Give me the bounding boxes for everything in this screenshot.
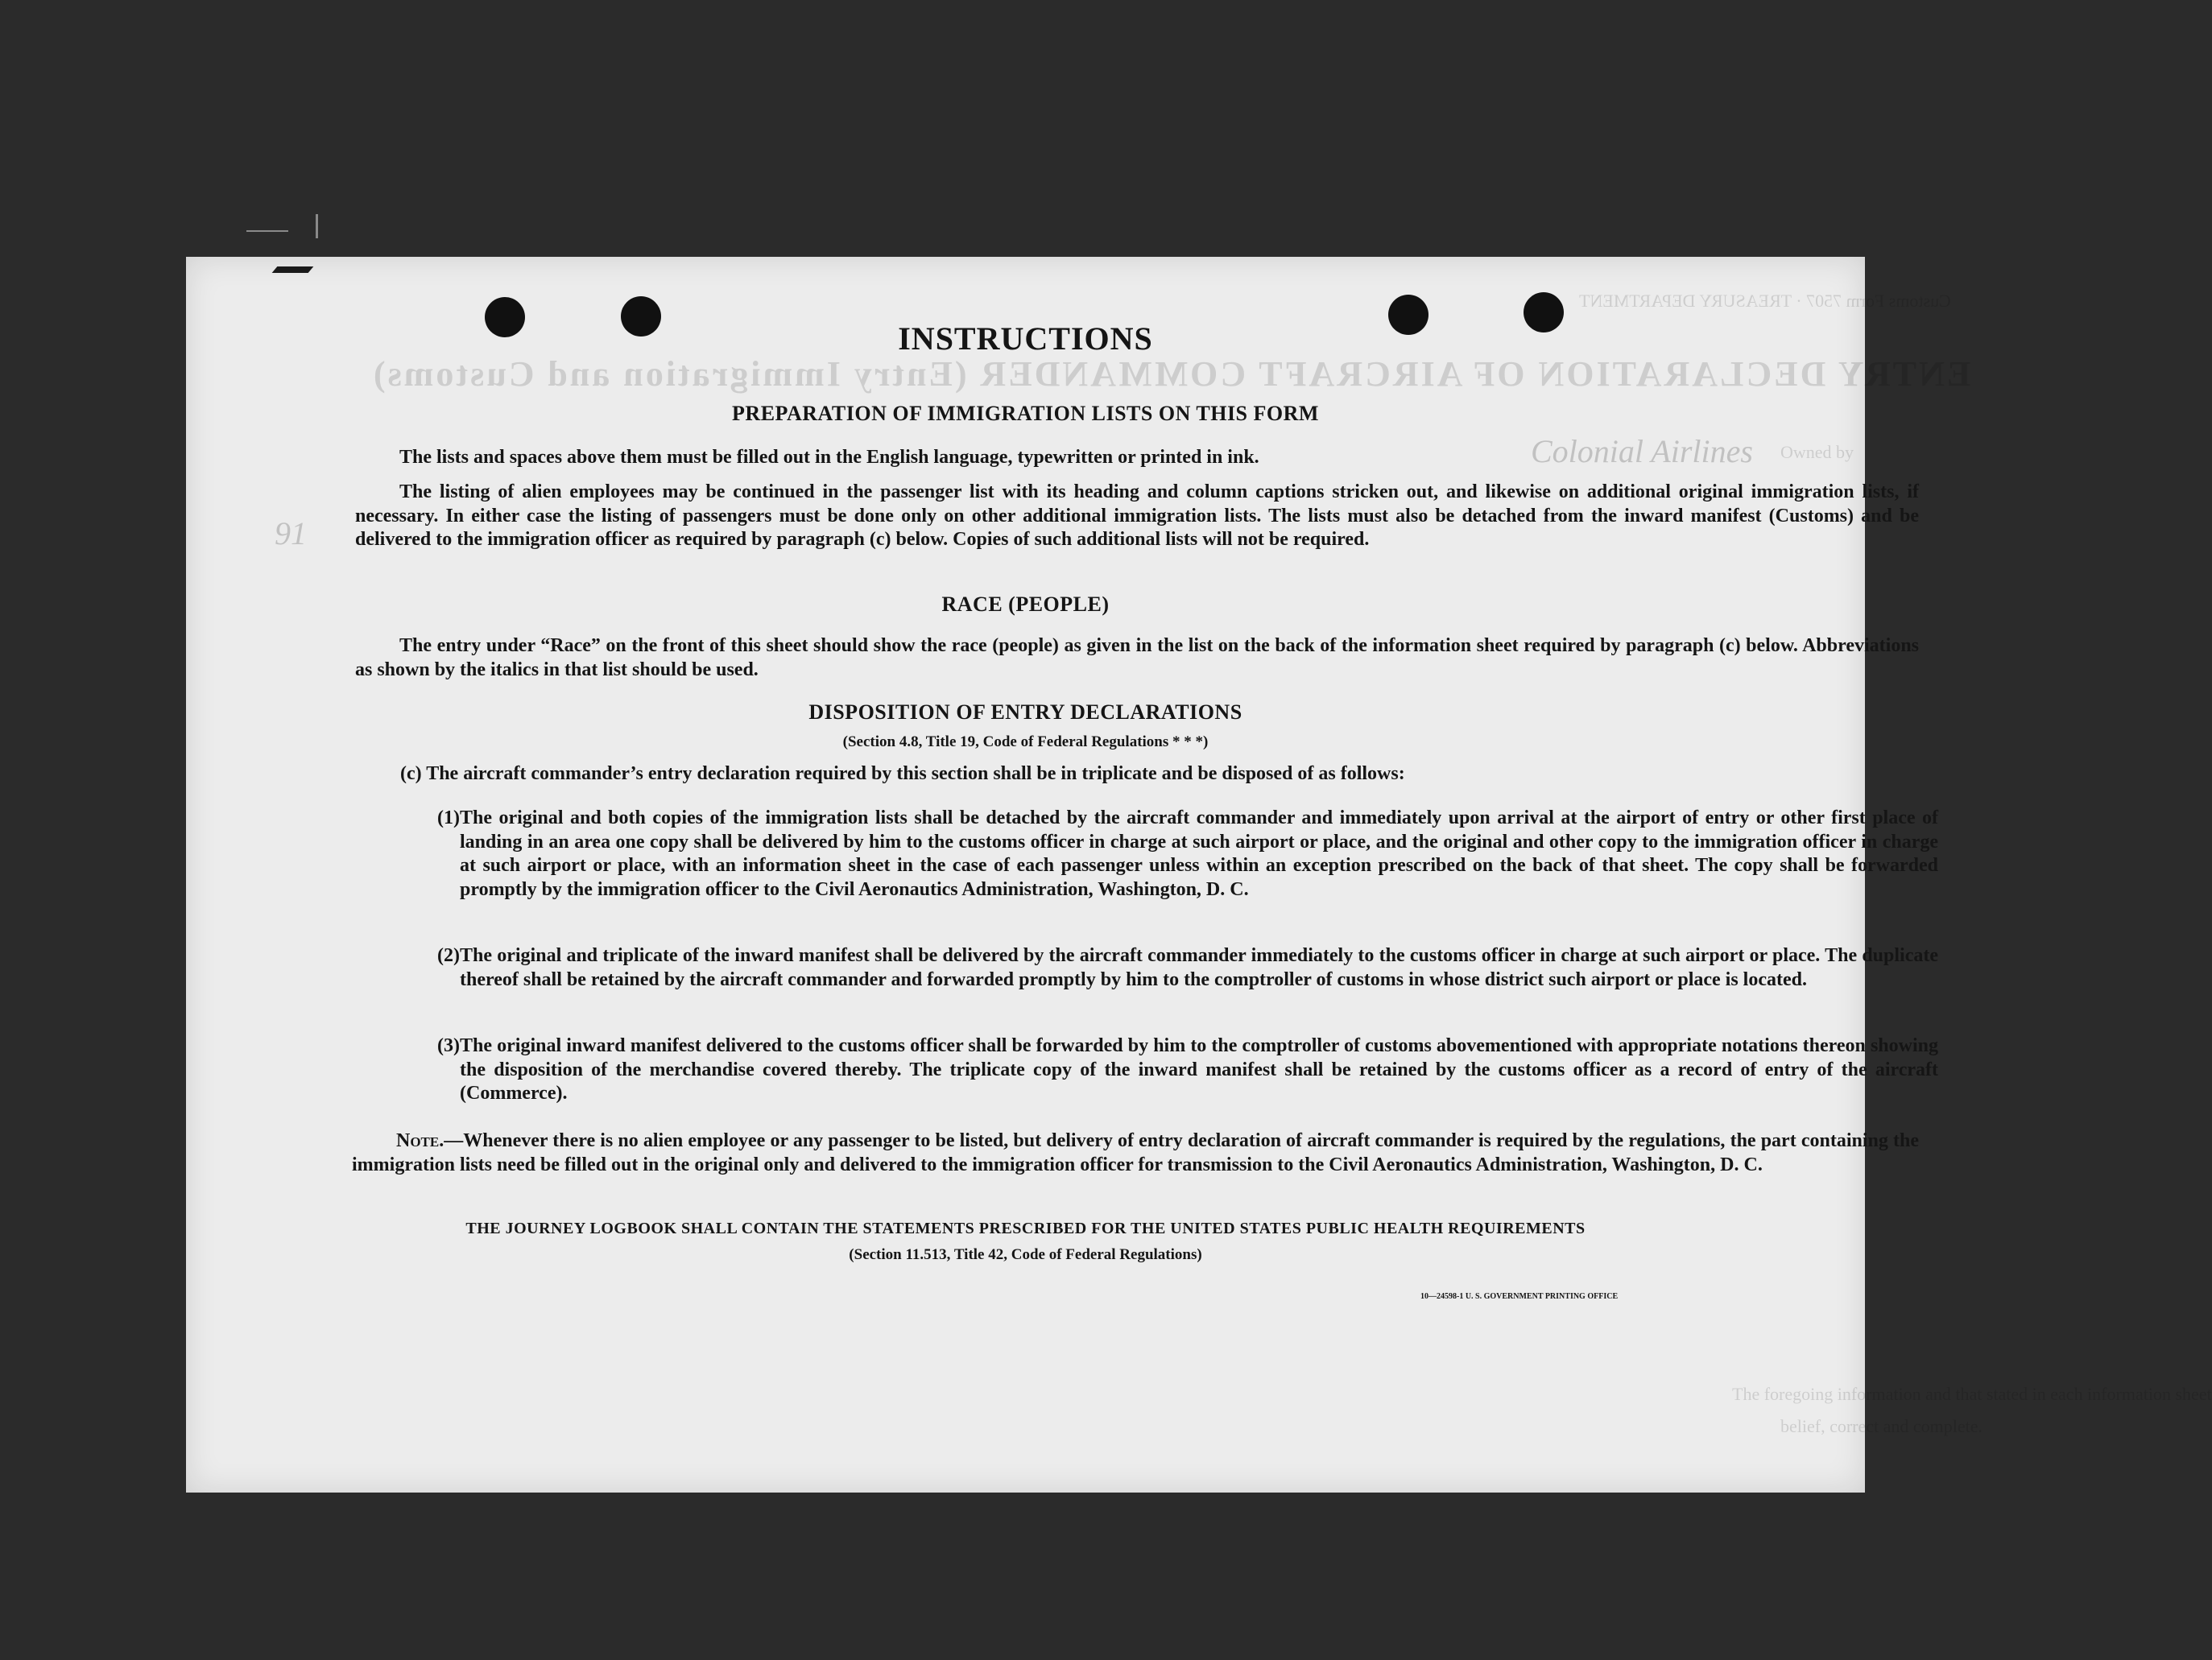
list-item-text: The original inward manifest delivered to the customs officer shall be forwarded by him to the comptroller of customs abovementioned with appropriate notations thereon showing the disposition of the merchandise covered thereby. The triplicate copy of the inward manifest shall be retained by the customs officer as a record of entry of the aircraft (Commerce). <box>460 1035 1938 1104</box>
list-item <box>437 1034 1938 1106</box>
paragraph-note <box>352 1129 1919 1177</box>
logbook-citation: (Section 11.513, Title 42, Code of Federal Regulations) <box>849 1246 1202 1263</box>
list-item-number: (1) <box>437 807 460 828</box>
document-sheet <box>186 257 2212 1493</box>
scan-mark <box>316 214 318 238</box>
bleed-through-text: belief, correct and complete. <box>1780 1416 1983 1436</box>
list-item-text: The original and both copies of the immigration lists shall be detached by the aircraft commander and immediately upon arrival at the airport of entry or other first place of landing in an area one copy shall be delivered by him to the customs officer in charge at such airport or place, and the original and other copy to the immigration officer in charge at such airport or place, with an information sheet in the case of each passenger unless within an exception prescribed on the back of that sheet. The copy shall be forwarded promptly by the immigration officer to the Civil Aeronautics Administration, Washington, D. C. <box>460 807 1938 900</box>
section-heading-race: RACE (PEOPLE) <box>941 593 1110 616</box>
printer-imprint: 10—24598-1 U. S. GOVERNMENT PRINTING OFFICE <box>1420 1292 1619 1301</box>
bleed-through-text: Owned by <box>1780 442 1854 462</box>
section-heading-disposition: DISPOSITION OF ENTRY DECLARATIONS <box>808 700 1242 724</box>
section-heading-preparation: PREPARATION OF IMMIGRATION LISTS ON THIS FORM <box>732 402 1319 425</box>
logbook-statement: THE JOURNEY LOGBOOK SHALL CONTAIN THE STATEMENTS PRESCRIBED FOR THE UNITED STATES PUBLIC HEALTH REQUIREMENTS <box>465 1220 1586 1237</box>
paragraph-race: The entry under “Race” on the front of this sheet should show the race (people) as given in the list on the back of the information sheet required by paragraph (c) below. Abbreviations as shown by the italics in that list should be used. <box>355 635 1919 680</box>
list-item-number: (2) <box>437 945 460 966</box>
list-item-text: The original and triplicate of the inward manifest shall be delivered by the aircraft commander immediately to the customs officer in charge at such airport or place. The duplicate thereof shall be retained by the aircraft commander and forwarded promptly by him to the comptroller of customs in whose district such airport or place is located. <box>460 945 1938 990</box>
paragraph-disposition-intro: (c) The aircraft commander’s entry declaration required by this section shall be in triplicate and be disposed of as follows: <box>400 763 1405 784</box>
bleed-through-handwriting: 91 <box>275 515 307 551</box>
bleed-through-text: ENTRY DECLARATION OF AIRCRAFT COMMANDER (Entry Immigration and Customs) <box>371 354 1971 394</box>
list-item <box>437 944 1938 992</box>
page-title: INSTRUCTIONS <box>898 320 1153 357</box>
bleed-through-handwriting: Colonial Airlines <box>1531 433 1753 469</box>
note-text: —Whenever there is no alien employee or any passenger to be listed, but delivery of entry declaration of aircraft commander is required by the regulations, the part containing the immigration lists need be filled out in the original only and delivered to the immigration officer for transmission to the Civil Aeronautics Administration, Washington, D. C. <box>352 1130 1919 1175</box>
note-label: Note. <box>396 1130 444 1151</box>
paragraph-language: The lists and spaces above them must be filled out in the English language, typewritten or printed in ink. <box>399 447 1259 468</box>
list-item <box>437 807 1938 902</box>
list-item-number: (3) <box>437 1035 460 1056</box>
scan-mark <box>246 230 288 232</box>
bleed-through-text: The foregoing information and that stated in each information sheet <box>1732 1384 2212 1404</box>
section-subheading-disposition: (Section 4.8, Title 19, Code of Federal Regulations * * *) <box>842 733 1209 750</box>
torn-edge-mark <box>272 266 314 273</box>
paragraph-listing: The listing of alien employees may be continued in the passenger list with its heading and column captions stricken out, and likewise on additional original immigration lists, if necessary. In either case the listing of passengers must be done only on other additional immigration lists. The lists must also be detached from the inward manifest (Customs) and be delivered to the immigration officer as required by paragraph (c) below. Copies of such additional lists will not be required. <box>355 481 1919 550</box>
bleed-through-text: Customs Form 7507 · TREASURY DEPARTMENT <box>1579 291 1951 311</box>
